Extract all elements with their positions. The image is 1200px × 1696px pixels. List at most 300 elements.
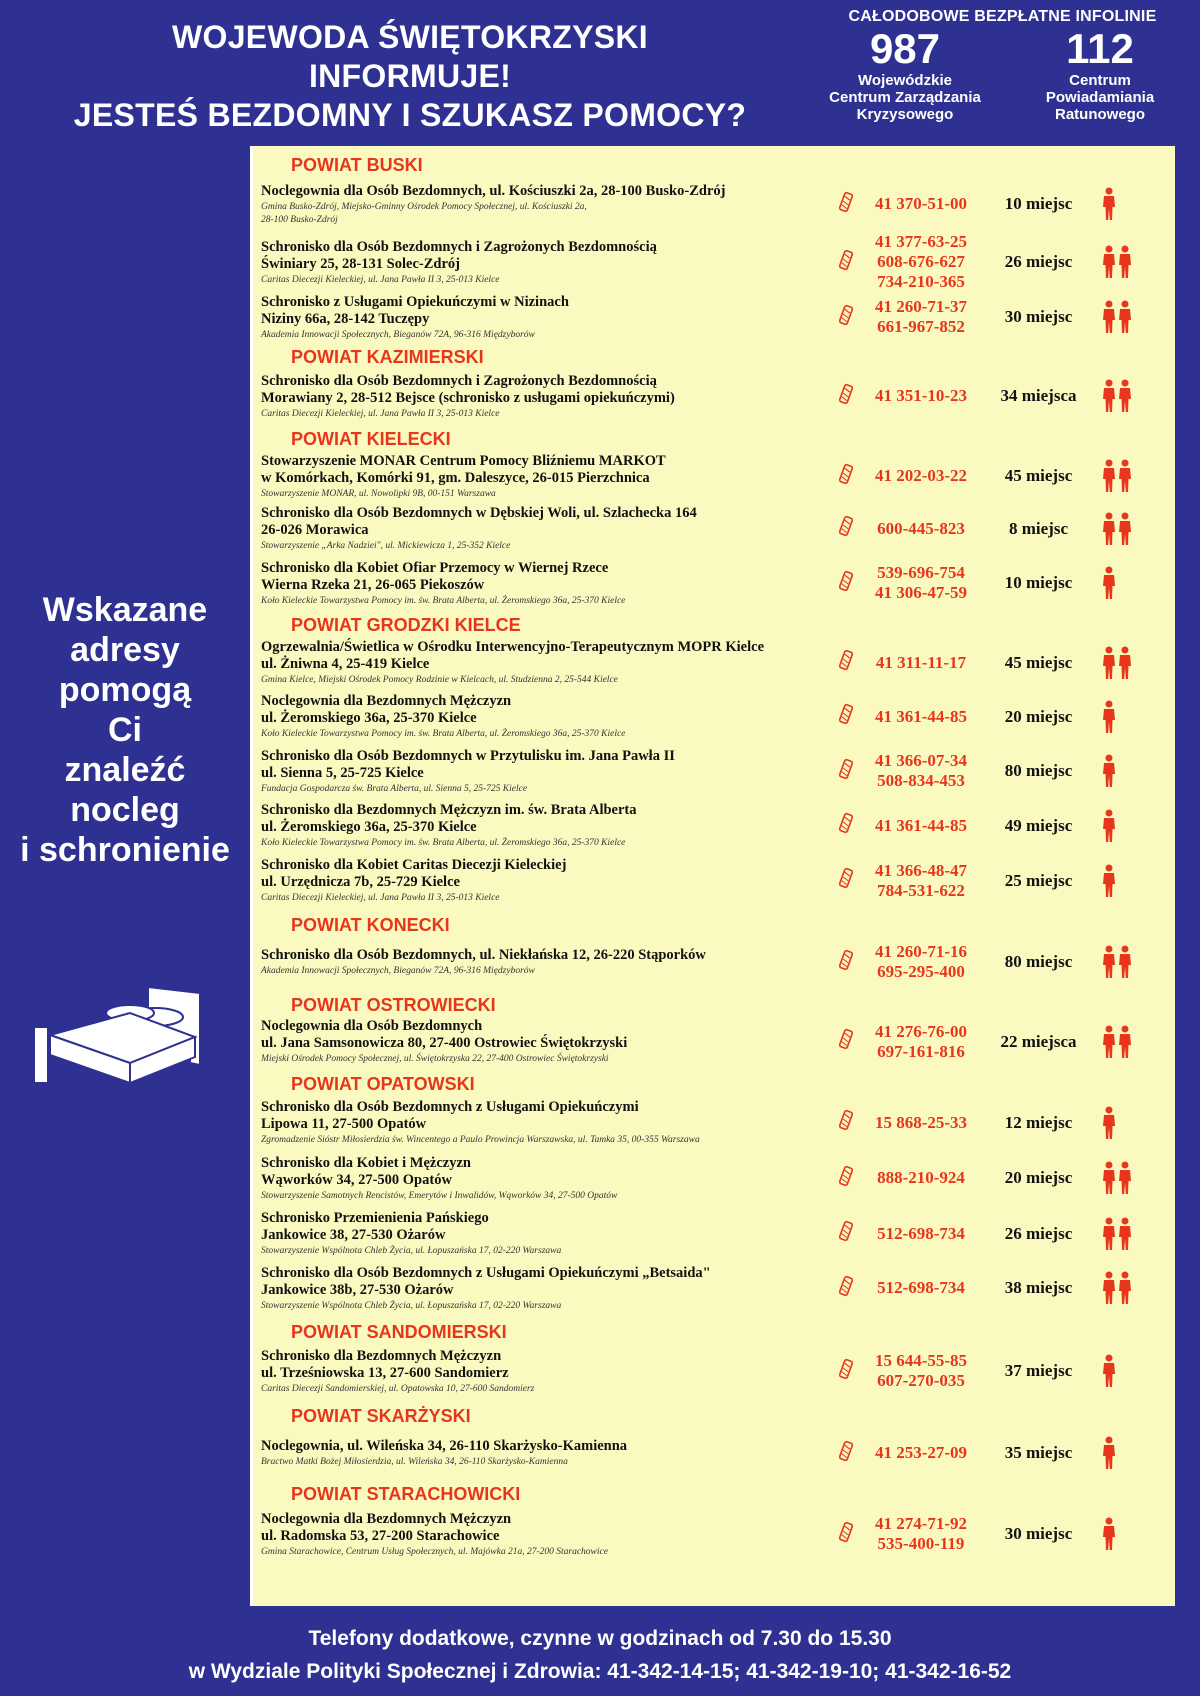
- phone-number[interactable]: 41 276-76-00: [874, 1021, 968, 1041]
- phone-icon: [837, 1519, 855, 1545]
- shelter-name: ul. Urzędnicza 7b, 25-729 Kielce: [261, 874, 460, 890]
- sidebar-line: pomogą: [58, 671, 192, 709]
- gender-icons: [1096, 1161, 1162, 1195]
- sidebar-message: [0, 590, 250, 870]
- phone-number[interactable]: 784-531-622: [877, 880, 965, 900]
- gender-icons: [1096, 1106, 1162, 1140]
- shelter-operator: Akademia Innowacji Społecznych, Bieganów 72A, 96-316 Międzyborów: [261, 966, 535, 976]
- phone-icon-wrap: [831, 947, 861, 978]
- shelter-entry: [253, 689, 1175, 744]
- hotline-number: 987: [869, 25, 941, 72]
- sidebar-line: Ci: [108, 711, 142, 749]
- person-icon: [1118, 1217, 1132, 1251]
- shelter-info: [261, 639, 831, 686]
- shelter-entry: [253, 176, 1175, 232]
- shelter-name: 26-026 Morawica: [261, 522, 369, 538]
- phone-icon-wrap: [831, 1163, 861, 1194]
- phone-number[interactable]: 508-834-453: [877, 771, 965, 790]
- phone-icon: [837, 1026, 855, 1052]
- shelter-phones: [861, 1278, 981, 1298]
- shelter-name: Noclegownia, ul. Wileńska 34, 26-110 Skarżysko-Kamienna: [261, 1438, 628, 1454]
- shelter-entry: [253, 1343, 1175, 1399]
- shelter-name: Jankowice 38b, 27-530 Ożarów: [261, 1281, 454, 1298]
- phone-number[interactable]: 607-270-035: [877, 1371, 965, 1390]
- phone-icon: [837, 568, 855, 594]
- shelter-operator: Caritas Diecezji Kieleckiej, ul. Jana Pawła II 3, 25-013 Kielce: [261, 893, 500, 903]
- phone-icon-wrap: [831, 865, 861, 896]
- shelter-capacity: 10 miejsc: [1004, 573, 1073, 592]
- shelter-info: [261, 505, 831, 552]
- title-line: WOJEWODA ŚWIĘTOKRZYSKI: [172, 19, 648, 55]
- phone-icon-wrap: [831, 647, 861, 678]
- phone-number[interactable]: 41 202-03-22: [874, 466, 968, 485]
- section-title: POWIAT SKARŻYSKI: [291, 1406, 471, 1426]
- shelter-phones: [861, 1168, 981, 1188]
- shelter-operator: Bractwo Matki Bożej Miłosierdzia, ul. Wileńska 34, 26-110 Skarżysko-Kamienna: [261, 1457, 568, 1467]
- shelter-entry: [253, 1427, 1175, 1479]
- section-title: POWIAT SANDOMIERSKI: [291, 1322, 507, 1342]
- person-icon: [1118, 459, 1132, 493]
- shelter-operator: Gmina Kielce, Miejski Ośrodek Pomocy Rodzinie w Kielcach, ul. Studzienna 2, 25-544 Kielce: [261, 675, 618, 685]
- shelter-phones: [861, 707, 981, 727]
- phone-icon-wrap: [831, 461, 861, 492]
- shelter-phones: [861, 194, 981, 214]
- person-icon: [1102, 1517, 1116, 1551]
- person-icon: [1118, 945, 1132, 979]
- shelter-entry: [253, 853, 1175, 908]
- person-icon: [1118, 512, 1132, 546]
- shelter-capacity: 45 miejsc: [1004, 652, 1073, 672]
- shelter-phones: [861, 1113, 981, 1133]
- shelter-name: Wierna Rzeka 21, 26-065 Piekoszów: [261, 576, 485, 593]
- shelter-name: ul. Jana Samsonowicza 80, 27-400 Ostrowiec Świętokrzyski: [261, 1035, 628, 1051]
- title-line: JESTEŚ BEZDOMNY I SZUKASZ POMOCY?: [73, 97, 747, 133]
- shelter-info: [261, 857, 831, 904]
- shelter-name: Wąworków 34, 27-500 Opatów: [261, 1171, 452, 1188]
- shelter-info: [261, 1265, 831, 1312]
- phone-icon-wrap: [831, 568, 861, 599]
- shelter-capacity: 35 miejsc: [1004, 1443, 1073, 1462]
- shelter-operator: Miejski Ośrodek Pomocy Społecznej, ul. Świętokrzyska 22, 27-400 Ostrowiec Świętokrzyski: [261, 1054, 609, 1064]
- shelter-info: [261, 1018, 831, 1065]
- person-icon: [1102, 1217, 1116, 1251]
- person-icon: [1102, 1025, 1116, 1059]
- phone-icon: [837, 947, 855, 973]
- shelter-name: Schronisko dla Osób Bezdomnych i Zagrożonych Bezdomnością: [261, 372, 657, 389]
- gender-icons: [1096, 809, 1162, 843]
- shelter-name: Schronisko Przemienienia Pańskiego: [261, 1210, 489, 1226]
- phone-icon-wrap: [831, 810, 861, 841]
- phone-icon: [837, 513, 855, 539]
- shelter-entry: [253, 292, 1175, 342]
- footer: [0, 1622, 1200, 1688]
- shelter-name: Ogrzewalnia/Świetlica w Ośrodku Interwencyjno-Terapeutycznym MOPR Kielce: [261, 639, 765, 655]
- phone-number[interactable]: 41 366-48-47: [874, 860, 968, 880]
- section-title: POWIAT BUSKI: [291, 155, 423, 175]
- shelter-phones: [861, 1443, 981, 1463]
- hotline-number: 112: [1066, 25, 1134, 72]
- person-icon: [1102, 459, 1116, 493]
- person-icon: [1102, 300, 1116, 334]
- person-icon: [1102, 700, 1116, 734]
- shelter-info: [261, 802, 831, 849]
- gender-icons: [1096, 700, 1162, 734]
- person-icon: [1102, 566, 1116, 600]
- shelter-operator: Gmina Starachowice, Centrum Usług Społecznych, ul. Majówka 21a, 27-200 Starachowice: [261, 1546, 608, 1557]
- person-icon: [1102, 187, 1116, 221]
- shelter-phones: [861, 861, 981, 901]
- phone-icon-wrap: [831, 701, 861, 732]
- phone-icon: [837, 647, 855, 673]
- hotline-112: [1005, 25, 1195, 123]
- phone-number[interactable]: 512-698-734: [877, 1278, 965, 1297]
- shelter-phones: [861, 519, 981, 539]
- footer-line: Telefony dodatkowe, czynne w godzinach od 7.30 do 15.30: [308, 1627, 892, 1650]
- shelter-name: Lipowa 11, 27-500 Opatów: [261, 1116, 427, 1132]
- shelter-info: [261, 693, 831, 740]
- shelter-entry: [253, 1505, 1175, 1563]
- phone-icon: [837, 1438, 855, 1464]
- phone-icon-wrap: [831, 247, 861, 278]
- shelter-phones: [861, 1022, 981, 1062]
- phone-icon: [837, 1356, 855, 1382]
- hotline-desc-line: Ratunowego: [1055, 106, 1145, 123]
- phone-number[interactable]: 41 370-51-00: [874, 194, 968, 213]
- shelter-info: [261, 239, 831, 286]
- phone-number[interactable]: 888-210-924: [877, 1168, 965, 1187]
- shelter-capacity: 10 miejsc: [1004, 194, 1073, 213]
- shelter-phones: [861, 942, 981, 982]
- person-icon: [1102, 864, 1116, 898]
- gender-icons: [1096, 1354, 1162, 1388]
- phone-icon: [837, 1218, 855, 1244]
- person-icon: [1102, 754, 1116, 788]
- phone-icon-wrap: [831, 381, 861, 412]
- shelter-entry: [253, 555, 1175, 611]
- shelter-entry: [253, 1206, 1175, 1261]
- sidebar-line: adresy: [70, 631, 180, 669]
- shelter-entry: [253, 636, 1175, 689]
- phone-icon: [837, 461, 855, 487]
- phone-number[interactable]: 41 351-10-23: [874, 386, 968, 405]
- phone-number[interactable]: 41 311-11-17: [875, 652, 967, 672]
- shelter-info: [261, 1155, 831, 1202]
- shelter-info: [261, 560, 831, 607]
- section-title: POWIAT STARACHOWICKI: [291, 1484, 521, 1504]
- shelter-operator: Zgromadzenie Sióstr Miłosierdzia św. Wincentego a Paulo Prowincja Warszawska, ul. Tamka 35, 00-355 Warszawa: [261, 1135, 700, 1145]
- shelter-phones: [861, 466, 981, 486]
- phone-icon-wrap: [831, 756, 861, 787]
- hotline-description: [1005, 72, 1195, 123]
- gender-icons: [1096, 1025, 1162, 1059]
- phone-number[interactable]: 41 274-71-92: [874, 1514, 968, 1533]
- shelter-capacity: 22 miejsca: [1000, 1031, 1077, 1051]
- phone-icon: [837, 701, 855, 727]
- gender-icons: [1096, 245, 1162, 279]
- shelter-phones: [861, 653, 981, 673]
- shelter-capacity: 45 miejsc: [1004, 466, 1073, 485]
- shelter-entry: [253, 936, 1175, 988]
- shelter-name: Morawiany 2, 28-512 Bejsce (schronisko z usługami opiekuńczymi): [261, 389, 675, 406]
- phone-icon-wrap: [831, 1273, 861, 1304]
- shelter-name: w Komórkach, Komórki 91, gm. Daleszyce, 26-015 Pierzchnica: [261, 469, 650, 486]
- phone-number[interactable]: 41 377-63-25: [874, 232, 968, 251]
- phone-number[interactable]: 15 868-25-33: [874, 1112, 968, 1132]
- shelter-operator: Stowarzyszenie Samotnych Rencistów, Emerytów i Inwalidów, Wąworków 34, 27-500 Opatów: [261, 1190, 618, 1201]
- sidebar-line: Wskazane: [42, 591, 208, 629]
- shelter-name: Schronisko dla Osób Bezdomnych, ul. Niekłańska 12, 26-220 Stąporków: [261, 947, 706, 963]
- shelter-capacity: 25 miejsc: [1004, 870, 1073, 890]
- phone-icon: [837, 1107, 855, 1133]
- phone-icon-wrap: [831, 1519, 861, 1550]
- shelter-name: ul. Żniwna 4, 25-419 Kielce: [261, 656, 430, 672]
- phone-number[interactable]: 539-696-754: [877, 563, 965, 582]
- phone-icon-wrap: [831, 1026, 861, 1057]
- phone-icon: [837, 189, 855, 215]
- section-title: POWIAT OSTROWIECKI: [291, 995, 496, 1015]
- shelter-operator: 28-100 Busko-Zdrój: [261, 214, 338, 225]
- person-icon: [1102, 1161, 1116, 1195]
- gender-icons: [1096, 459, 1162, 493]
- phone-number[interactable]: 661-967-852: [877, 317, 965, 336]
- shelter-name: ul. Radomska 53, 27-200 Starachowice: [261, 1527, 500, 1544]
- shelter-operator: Caritas Diecezji Kieleckiej, ul. Jana Pawła II 3, 25-013 Kielce: [261, 274, 500, 285]
- phone-icon-wrap: [831, 1438, 861, 1469]
- shelter-entry: [253, 744, 1175, 798]
- sidebar-line: nocleg: [70, 791, 180, 829]
- shelter-capacity: 8 miejsc: [1008, 518, 1068, 538]
- shelter-name: Schronisko dla Bezdomnych Mężczyzn im. św. Brata Alberta: [261, 802, 637, 818]
- phone-icon: [837, 1163, 855, 1189]
- phone-number[interactable]: 41 361-44-85: [874, 815, 968, 835]
- hotline-desc-line: Wojewódzkie: [858, 72, 952, 89]
- shelter-name: Noclegownia dla Bezdomnych Mężczyzn: [261, 693, 512, 709]
- shelter-name: ul. Żeromskiego 36a, 25-370 Kielce: [261, 710, 477, 726]
- gender-icons: [1096, 379, 1162, 413]
- phone-number[interactable]: 41 260-71-37: [874, 297, 968, 316]
- phone-icon: [837, 810, 855, 836]
- phone-number[interactable]: 41 260-71-16: [874, 942, 968, 961]
- gender-icons: [1096, 1271, 1162, 1305]
- phone-icon: [837, 302, 855, 328]
- shelter-info: [261, 1348, 831, 1395]
- phone-icon-wrap: [831, 513, 861, 544]
- shelter-capacity: 20 miejsc: [1004, 1168, 1073, 1187]
- shelter-name: Schronisko dla Osób Bezdomnych z Usługami Opiekuńczymi „Betsaida": [261, 1264, 711, 1281]
- shelter-phones: [861, 386, 981, 406]
- person-icon: [1102, 1354, 1116, 1388]
- hotline-desc-line: Centrum: [1069, 72, 1131, 89]
- hotline-desc-line: Kryzysowego: [856, 106, 954, 123]
- shelter-capacity: 26 miejsc: [1004, 252, 1073, 271]
- shelter-capacity: 80 miejsc: [1004, 952, 1073, 971]
- gender-icons: [1096, 1517, 1162, 1551]
- phone-number[interactable]: 697-161-816: [877, 1041, 965, 1061]
- title-line: INFORMUJE!: [308, 58, 512, 94]
- shelter-capacity: 30 miejsc: [1004, 307, 1073, 326]
- phone-icon-wrap: [831, 1356, 861, 1387]
- section-title: POWIAT KIELECKI: [291, 429, 451, 449]
- shelter-name: Schronisko dla Osób Bezdomnych w Przytulisku im. Jana Pawła II: [261, 747, 675, 764]
- person-icon: [1102, 245, 1116, 279]
- shelter-capacity: 38 miejsc: [1004, 1278, 1073, 1297]
- shelter-name: Schronisko dla Osób Bezdomnych z Usługami Opiekuńczymi: [261, 1099, 639, 1115]
- shelter-name: ul. Żeromskiego 36a, 25-370 Kielce: [261, 819, 477, 835]
- shelter-phones: [861, 563, 981, 603]
- shelter-phones: [861, 232, 981, 292]
- shelter-operator: Caritas Diecezji Kieleckiej, ul. Jana Pawła II 3, 25-013 Kielce: [261, 408, 500, 419]
- phone-icon: [837, 247, 855, 273]
- person-icon: [1118, 1271, 1132, 1305]
- shelter-info: [261, 1099, 831, 1146]
- shelter-name: Stowarzyszenie MONAR Centrum Pomocy Bliźniemu MARKOT: [261, 452, 666, 469]
- page-title: [20, 18, 800, 135]
- shelter-name: Niziny 66a, 28-142 Tuczępy: [261, 310, 430, 327]
- person-icon: [1118, 379, 1132, 413]
- shelter-capacity: 80 miejsc: [1004, 761, 1073, 780]
- shelter-list: [250, 146, 1175, 1606]
- shelter-phones: [861, 1351, 981, 1391]
- shelter-entry: [253, 502, 1175, 555]
- shelter-phones: [861, 816, 981, 836]
- section-title: POWIAT KONECKI: [291, 915, 450, 935]
- section-title: POWIAT GRODZKI KIELCE: [291, 615, 521, 635]
- gender-icons: [1096, 300, 1162, 334]
- shelter-operator: Stowarzyszenie Wspólnota Chleb Życia, ul. Łopuszańska 17, 02-220 Warszawa: [261, 1246, 562, 1256]
- shelter-name: Noclegownia dla Osób Bezdomnych, ul. Kościuszki 2a, 28-100 Busko-Zdrój: [261, 182, 726, 199]
- bed-icon: [30, 985, 205, 1085]
- shelter-info: [261, 294, 831, 341]
- phone-number[interactable]: 600-445-823: [877, 518, 965, 538]
- person-icon: [1102, 1106, 1116, 1140]
- shelter-capacity: 20 miejsc: [1004, 706, 1073, 726]
- hotline-desc-line: Centrum Zarządzania: [829, 89, 981, 106]
- phone-number[interactable]: 41 306-47-59: [874, 583, 968, 602]
- shelter-capacity: 37 miejsc: [1004, 1361, 1073, 1380]
- shelter-operator: Caritas Diecezji Sandomierskiej, ul. Opatowska 10, 27-600 Sandomierz: [261, 1383, 535, 1394]
- phone-icon-wrap: [831, 189, 861, 220]
- shelter-info: [261, 1438, 831, 1468]
- shelter-capacity: 26 miejsc: [1004, 1223, 1073, 1243]
- shelter-name: Noclegownia dla Bezdomnych Mężczyzn: [261, 1510, 512, 1527]
- footer-line: w Wydziale Polityki Społecznej i Zdrowia: 41-342-14-15; 41-342-19-10; 41-342-16-52: [188, 1660, 1012, 1683]
- shelter-info: [261, 1210, 831, 1257]
- shelter-capacity: 34 miejsca: [1000, 386, 1077, 405]
- sidebar-line: i schronienie: [20, 831, 230, 869]
- phone-icon: [837, 865, 855, 891]
- shelter-info: [261, 947, 831, 977]
- phone-number[interactable]: 41 253-27-09: [874, 1443, 968, 1462]
- shelter-entry: [253, 798, 1175, 853]
- section-title: POWIAT OPATOWSKI: [291, 1074, 475, 1094]
- person-icon: [1102, 809, 1116, 843]
- infoline-box: [810, 8, 1195, 123]
- person-icon: [1118, 300, 1132, 334]
- gender-icons: [1096, 646, 1162, 680]
- person-icon: [1102, 512, 1116, 546]
- shelter-phones: [861, 1514, 981, 1554]
- hotline-987: [810, 25, 1000, 123]
- person-icon: [1118, 245, 1132, 279]
- shelter-name: Noclegownia dla Osób Bezdomnych: [261, 1018, 483, 1034]
- hotline-description: [810, 72, 1000, 123]
- shelter-name: Schronisko dla Osób Bezdomnych i Zagrożonych Bezdomnością: [261, 238, 657, 255]
- phone-number[interactable]: 535-400-119: [877, 1534, 965, 1553]
- shelter-operator: Stowarzyszenie Wspólnota Chleb Życia, ul. Łopuszańska 17, 02-220 Warszawa: [261, 1300, 562, 1311]
- gender-icons: [1096, 1217, 1162, 1251]
- shelter-operator: Stowarzyszenie „Arka Nadziei", ul. Mickiewicza 1, 25-352 Kielce: [261, 541, 511, 551]
- shelter-operator: Koło Kieleckie Towarzystwa Pomocy im. św. Brata Alberta, ul. Żeromskiego 36a, 25-370 Kielce: [261, 595, 626, 606]
- person-icon: [1118, 1025, 1132, 1059]
- shelter-name: Schronisko dla Osób Bezdomnych w Dębskiej Woli, ul. Szlachecka 164: [261, 505, 697, 521]
- phone-number[interactable]: 734-210-365: [877, 272, 965, 291]
- person-icon: [1102, 646, 1116, 680]
- gender-icons: [1096, 187, 1162, 221]
- shelter-info: [261, 183, 831, 226]
- shelter-entry: [253, 1261, 1175, 1315]
- shelter-name: Schronisko dla Kobiet Caritas Diecezji Kieleckiej: [261, 857, 567, 873]
- shelter-entry: [253, 1095, 1175, 1150]
- shelter-operator: Stowarzyszenie MONAR, ul. Nowolipki 9B, 00-151 Warszawa: [261, 488, 496, 499]
- shelter-entry: [253, 450, 1175, 502]
- shelter-operator: Akademia Innowacji Społecznych, Bieganów 72A, 96-316 Międzyborów: [261, 329, 535, 340]
- shelter-capacity: 49 miejsc: [1004, 815, 1073, 835]
- shelter-phones: [861, 297, 981, 337]
- person-icon: [1118, 1161, 1132, 1195]
- person-icon: [1102, 945, 1116, 979]
- shelter-info: [261, 373, 831, 420]
- gender-icons: [1096, 864, 1162, 898]
- phone-number[interactable]: 41 366-07-34: [874, 751, 968, 770]
- phone-number[interactable]: 41 361-44-85: [874, 706, 968, 726]
- person-icon: [1118, 646, 1132, 680]
- shelter-phones: [861, 751, 981, 791]
- infoline-label: CAŁODOBOWE BEZPŁATNE INFOLINIE: [848, 8, 1157, 25]
- shelter-info: [261, 748, 831, 795]
- shelter-info: [261, 453, 831, 500]
- phone-icon: [837, 756, 855, 782]
- shelter-name: Schronisko dla Kobiet Ofiar Przemocy w Wiernej Rzece: [261, 559, 609, 576]
- phone-icon: [837, 1273, 855, 1299]
- shelter-entry: [253, 232, 1175, 292]
- person-icon: [1102, 1271, 1116, 1305]
- shelter-name: Schronisko z Usługami Opiekuńczymi w Nizinach: [261, 293, 569, 310]
- shelter-name: Schronisko dla Kobiet i Mężczyzn: [261, 1154, 471, 1171]
- shelter-name: Schronisko dla Bezdomnych Mężczyzn: [261, 1347, 502, 1364]
- shelter-entry: [253, 368, 1175, 424]
- hotline-desc-line: Powiadamiania: [1045, 89, 1155, 106]
- shelter-info: [261, 1511, 831, 1558]
- person-icon: [1102, 379, 1116, 413]
- gender-icons: [1096, 566, 1162, 600]
- gender-icons: [1096, 512, 1162, 546]
- shelter-name: Jankowice 38, 27-530 Ożarów: [261, 1227, 446, 1243]
- gender-icons: [1096, 945, 1162, 979]
- sidebar-line: znaleźć: [64, 751, 186, 789]
- shelter-operator: Fundacja Gospodarcza św. Brata Alberta, ul. Sienna 5, 25-725 Kielce: [261, 783, 528, 794]
- phone-icon-wrap: [831, 1218, 861, 1249]
- shelter-entry: [253, 1016, 1175, 1067]
- phone-number[interactable]: 512-698-734: [877, 1223, 965, 1243]
- phone-number[interactable]: 15 644-55-85: [874, 1351, 968, 1370]
- shelter-entry: [253, 1150, 1175, 1206]
- shelter-operator: Koło Kieleckie Towarzystwa Pomocy im. św. Brata Alberta, ul. Żeromskiego 36a, 25-370 Kielce: [261, 838, 626, 848]
- person-icon: [1102, 1436, 1116, 1470]
- shelter-operator: Gmina Busko-Zdrój, Miejsko-Gminny Ośrodek Pomocy Społecznej, ul. Kościuszki 2a,: [261, 201, 587, 212]
- phone-number[interactable]: 608-676-627: [877, 252, 965, 271]
- shelter-operator: Koło Kieleckie Towarzystwa Pomocy im. św. Brata Alberta, ul. Żeromskiego 36a, 25-370 Kielce: [261, 729, 626, 739]
- phone-number[interactable]: 695-295-400: [877, 962, 965, 981]
